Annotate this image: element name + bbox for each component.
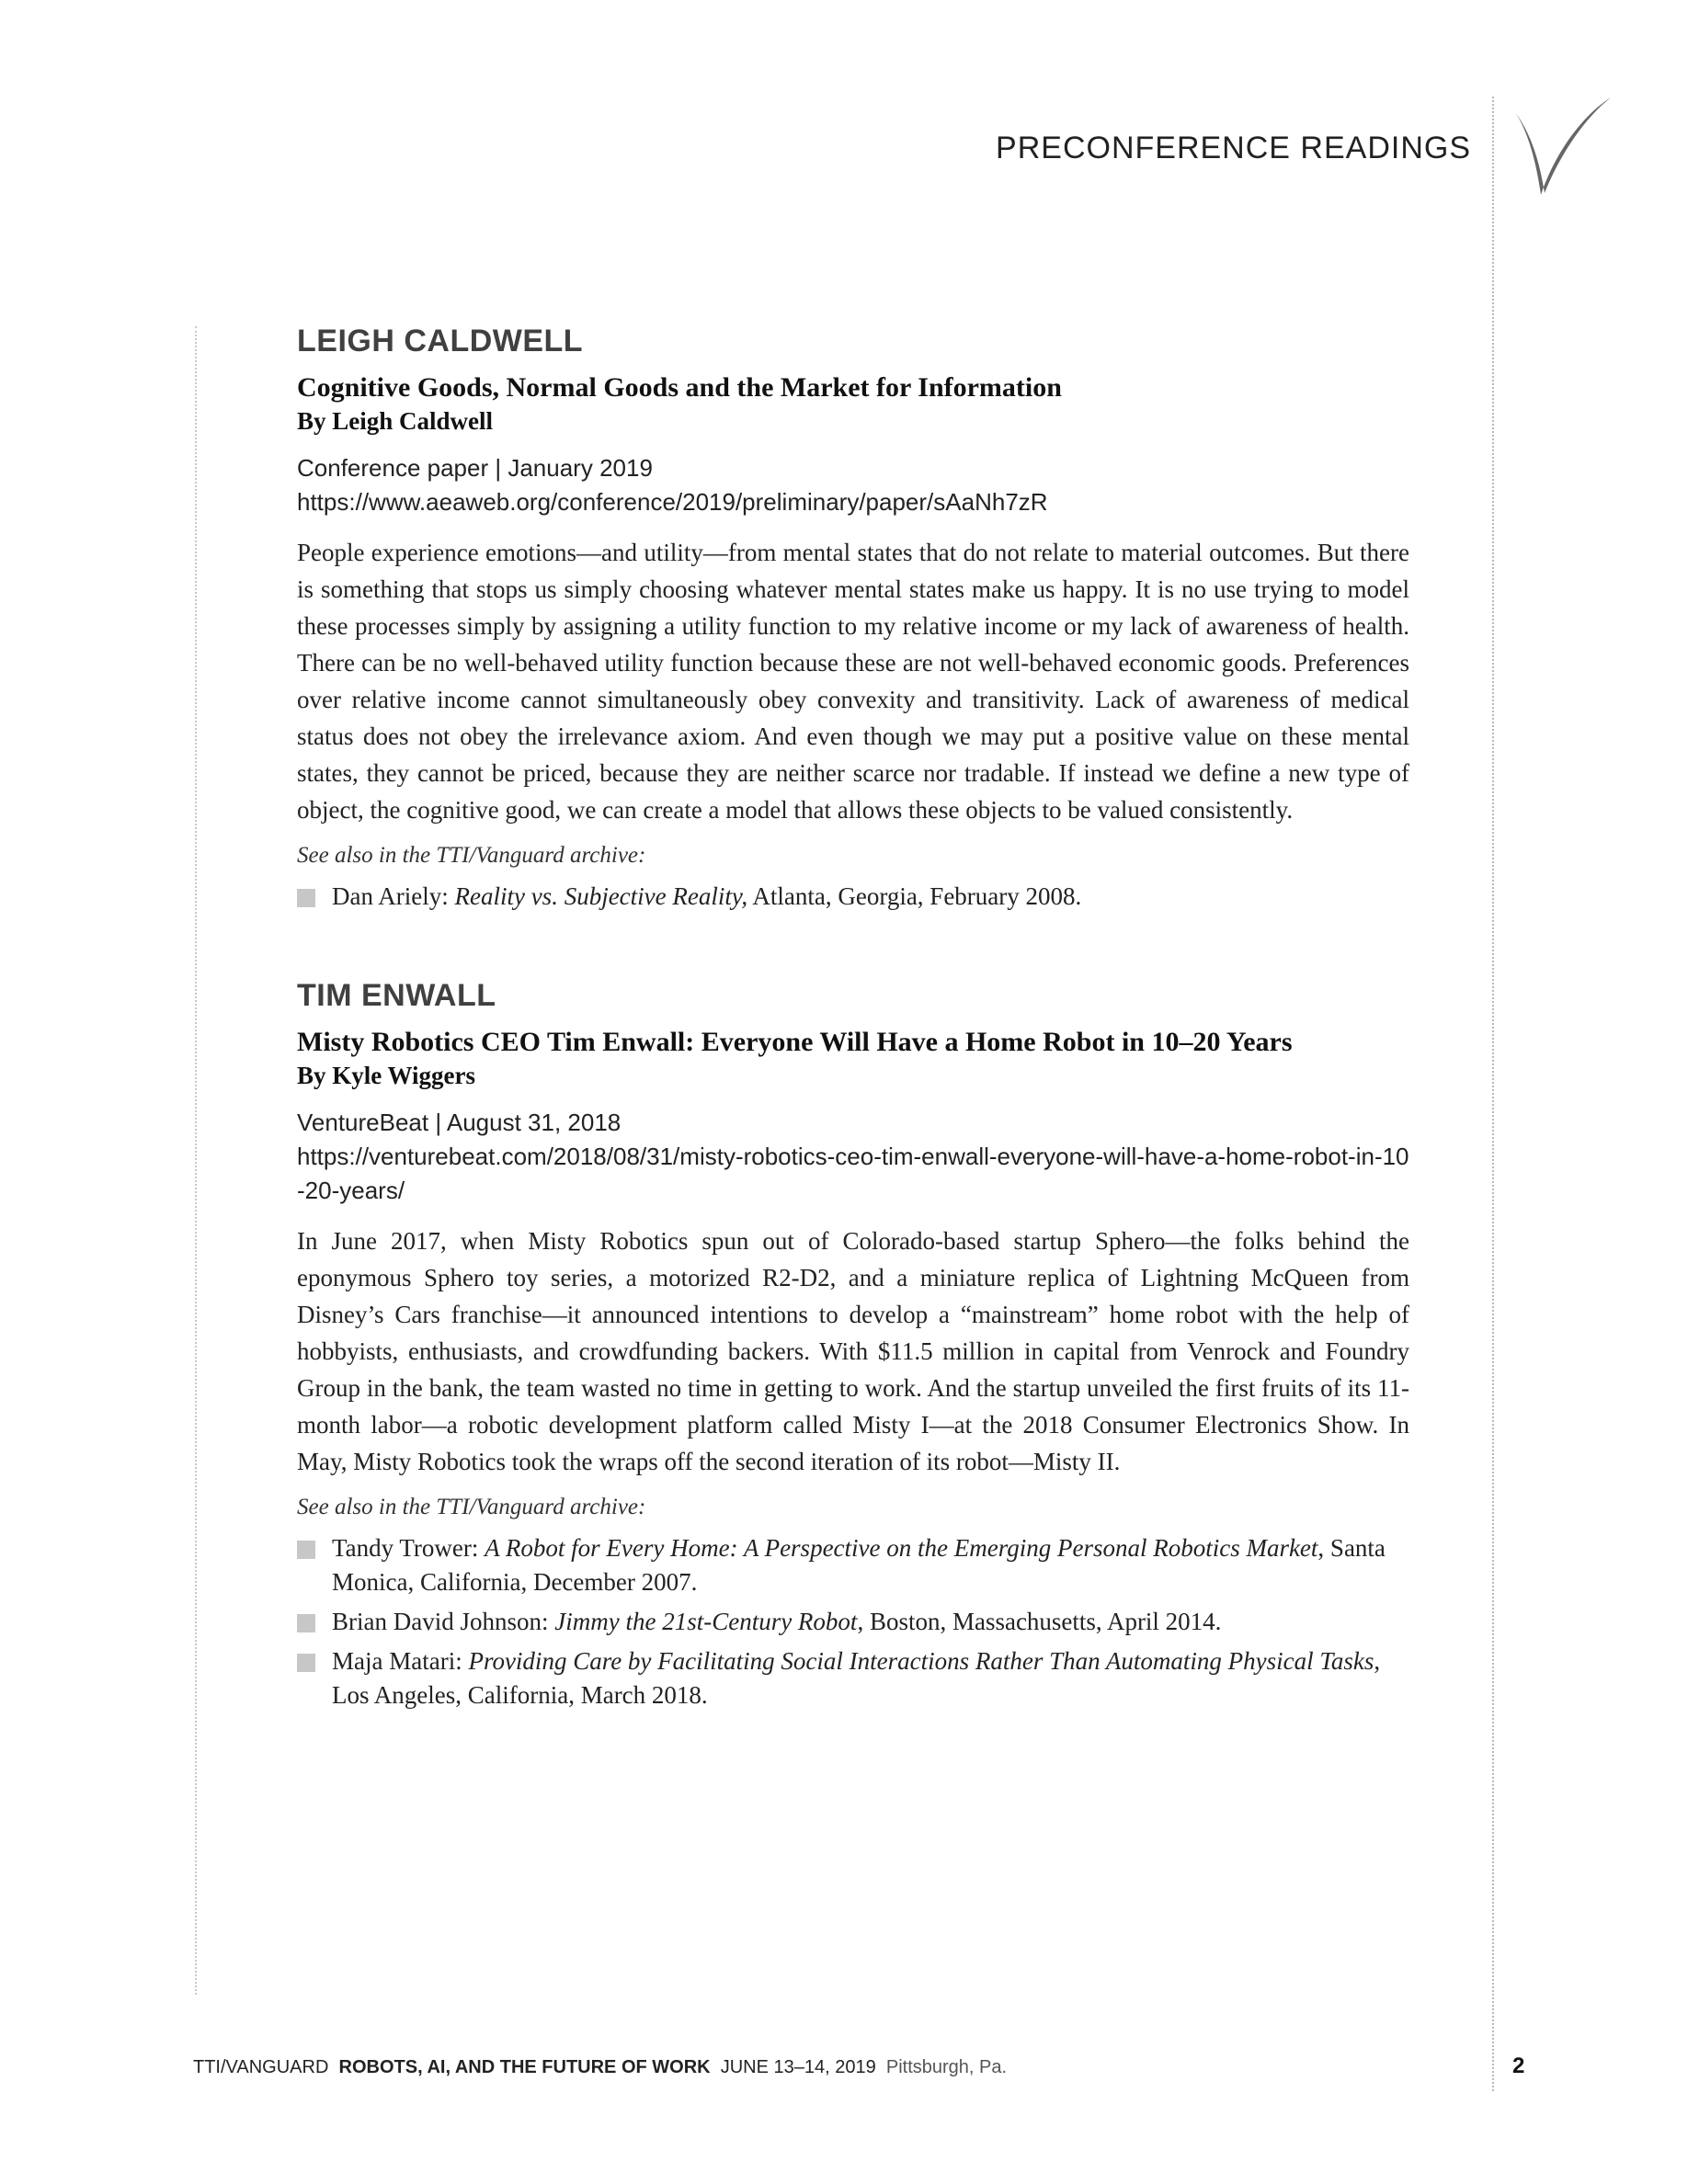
archive-author: Dan Ariely: (332, 882, 455, 910)
article-source: Conference paper | January 2019 (297, 454, 653, 482)
archive-work-title: Providing Care by Facilitating Social Interactions Rather Than Automating Physical Tasks (468, 1647, 1374, 1675)
article-url-link[interactable]: https://venturebeat.com/2018/08/31/misty-robotics-ceo-tim-enwall-everyone-will-have-a-home-robot-in-10-20-years/ (297, 1143, 1409, 1204)
archive-list (297, 1531, 1409, 1712)
square-bullet-icon (297, 889, 315, 907)
archive-item (297, 1644, 1409, 1712)
v-checkmark-logo-icon (1508, 92, 1614, 202)
archive-details: , Boston, Massachusetts, April 2014. (857, 1608, 1222, 1635)
article-url-link[interactable]: https://www.aeaweb.org/conference/2019/preliminary/paper/sAaNh7zR (297, 488, 1048, 516)
section-speaker-name: LEIGH CALDWELL (297, 324, 584, 358)
see-also-heading: See also in the TTI/Vanguard archive: (297, 1495, 646, 1519)
reading-section-caldwell (297, 324, 1409, 914)
archive-item (297, 880, 1409, 914)
page-footer (193, 2057, 1480, 2078)
page-number: 2 (1512, 2053, 1525, 2078)
page-header-title: PRECONFERENCE READINGS (996, 131, 1471, 165)
article-abstract: People experience emotions—and utility—from mental states that do not relate to material outcomes. But there is something that stops us simply choosing whatever mental states make us happy. It is no use trying to model these processes simply by assigning a utility function to my relative income or my lack of awareness of health. There can be no well-behaved utility function because these are not well-behaved economic goods. Preferences over relative income cannot simultaneously obey convexity and transitivity. Lack of awareness of medical status does not obey the irrelevance axiom. And even though we may put a positive value on these mental states, they cannot be priced, because they are neither scarce nor tradable. If instead we define a new type of object, the cognitive good, we can create a model that allows these objects to be valued consistently. (297, 539, 1409, 824)
archive-item (297, 1531, 1409, 1599)
archive-author: Maja Matari: (332, 1647, 469, 1675)
archive-item (297, 1605, 1409, 1639)
archive-author: Brian David Johnson: (332, 1608, 555, 1635)
archive-work-title: Jimmy the 21st-Century Robot (554, 1608, 858, 1635)
archive-work-title: Reality vs. Subjective Reality, (454, 882, 748, 910)
article-byline: By Leigh Caldwell (297, 407, 494, 435)
reading-section-enwall (297, 978, 1409, 1712)
article-title: Cognitive Goods, Normal Goods and the Market for Information (297, 372, 1062, 403)
archive-details: , Los Angeles, California, March 2018. (332, 1647, 1381, 1709)
square-bullet-icon (297, 1654, 315, 1672)
archive-list (297, 880, 1409, 914)
archive-details: , Santa Monica, California, December 2007. (332, 1534, 1386, 1596)
see-also-heading: See also in the TTI/Vanguard archive: (297, 843, 646, 868)
footer-conference-title: ROBOTS, AI, AND THE FUTURE OF WORK (338, 2057, 711, 2077)
footer-dates: JUNE 13–14, 2019 (720, 2057, 876, 2077)
main-content (297, 324, 1409, 1718)
archive-author: Tandy Trower: (332, 1534, 485, 1562)
square-bullet-icon (297, 1541, 315, 1559)
right-dotted-rule (1492, 97, 1494, 2091)
article-byline: By Kyle Wiggers (297, 1062, 475, 1089)
archive-work-title: A Robot for Every Home: A Perspective on the Emerging Personal Robotics Market (485, 1534, 1318, 1562)
left-dotted-rule (195, 326, 197, 1995)
article-title: Misty Robotics CEO Tim Enwall: Everyone Will Have a Home Robot in 10–20 Years (297, 1027, 1293, 1057)
section-speaker-name: TIM ENWALL (297, 978, 496, 1013)
article-abstract: In June 2017, when Misty Robotics spun out of Colorado-based startup Sphero—the folks behind the eponymous Sphero toy series, a motorized R2-D2, and a miniature replica of Lightning McQueen from Disney’s Cars franchise—it announced intentions to develop a “mainstream” home robot with the help of hobbyists, enthusiasts, and crowdfunding backers. With $11.5 million in capital from Venrock and Foundry Group in the bank, the team wasted no time in getting to work. And the startup unveiled the first fruits of its 11-month labor—a robotic development platform called Misty I—at the 2018 Consumer Electronics Show. In May, Misty Robotics took the wraps off the second iteration of its robot—Misty II. (297, 1227, 1409, 1475)
article-source: VentureBeat | August 31, 2018 (297, 1109, 622, 1136)
archive-details: Atlanta, Georgia, February 2008. (747, 882, 1082, 910)
footer-org: TTI/VANGUARD (193, 2057, 329, 2077)
square-bullet-icon (297, 1614, 315, 1632)
footer-location: Pittsburgh, Pa. (885, 2057, 1008, 2077)
